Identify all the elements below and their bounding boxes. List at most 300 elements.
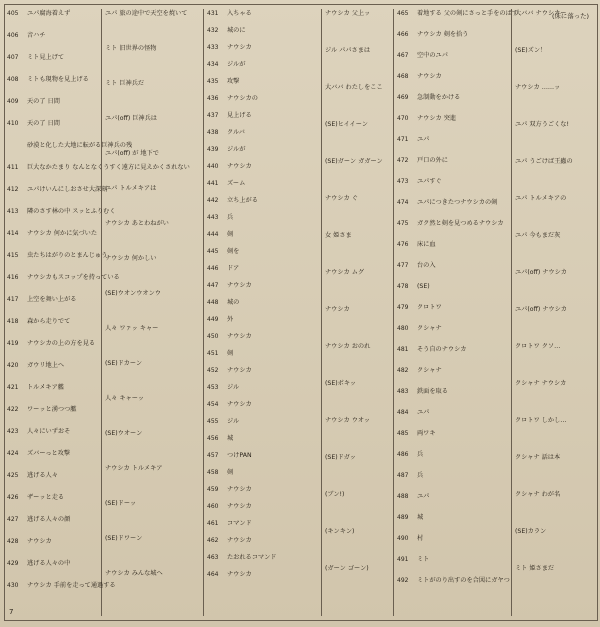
dialogue-text: 大ババ わたしをここ bbox=[325, 84, 383, 91]
script-row bbox=[7, 251, 108, 260]
script-row bbox=[515, 83, 595, 92]
script-row bbox=[397, 555, 509, 564]
script-row bbox=[397, 429, 509, 438]
dialogue-text: ナウシカ ムグ bbox=[325, 269, 365, 276]
script-row bbox=[207, 111, 319, 120]
dialogue-column-2 bbox=[325, 9, 391, 616]
action-text: ズバーっと攻撃 bbox=[27, 450, 71, 457]
action-text: ミトがのり出すのを合図にガヤつ bbox=[417, 577, 510, 584]
dialogue-text: ユパ トルメキアは bbox=[105, 185, 157, 192]
action-text: 逃げる人々 bbox=[27, 472, 58, 479]
dialogue-text: ナウシカ あとわねがい bbox=[105, 220, 169, 227]
action-text: 城のに bbox=[227, 27, 246, 34]
script-row bbox=[397, 93, 509, 102]
script-row bbox=[397, 219, 509, 228]
action-text: ナウシカ bbox=[227, 401, 252, 408]
action-text: ナウシカ bbox=[227, 486, 252, 493]
cut-number: 446 bbox=[207, 265, 219, 272]
script-row bbox=[7, 97, 99, 106]
cut-number: 422 bbox=[7, 406, 19, 413]
script-row bbox=[207, 162, 319, 171]
cut-number: 466 bbox=[397, 31, 409, 38]
action-text: クシャナ bbox=[417, 367, 442, 374]
cut-number: 475 bbox=[397, 220, 409, 227]
cut-number: 450 bbox=[207, 333, 219, 340]
script-row bbox=[325, 305, 391, 314]
dialogue-text: (SE)ドガッ bbox=[325, 454, 356, 461]
cut-number: 478 bbox=[397, 283, 409, 290]
action-text: クルバ bbox=[227, 129, 245, 136]
cut-number: 436 bbox=[207, 95, 219, 102]
dialogue-text: ユパ(off) が 地下で bbox=[105, 150, 159, 157]
dialogue-text: (SE)ドワーン bbox=[105, 535, 143, 542]
dialogue-text: ナウシカ トルメキア bbox=[105, 465, 163, 472]
action-column-2 bbox=[207, 9, 319, 616]
cut-number: 480 bbox=[397, 325, 409, 332]
dialogue-text: クロトワ しかし… bbox=[515, 417, 567, 424]
script-row bbox=[7, 471, 99, 480]
script-row bbox=[7, 493, 99, 502]
cut-number: 425 bbox=[7, 472, 19, 479]
cut-number: 449 bbox=[207, 316, 219, 323]
script-row bbox=[515, 453, 595, 462]
action-text: ナウシカ bbox=[227, 367, 252, 374]
dialogue-text: 人々 キャーッ bbox=[105, 395, 145, 402]
dialogue-text: ナウシカ 何かしい bbox=[105, 255, 157, 262]
script-row bbox=[207, 485, 319, 494]
cut-number: 460 bbox=[207, 503, 219, 510]
cut-number: 472 bbox=[397, 157, 409, 164]
cut-number: 451 bbox=[207, 350, 219, 357]
action-text: ジルが bbox=[227, 146, 246, 153]
action-text: ユパ bbox=[417, 136, 430, 143]
dialogue-text: ミト 姫さまだ bbox=[515, 565, 555, 572]
action-text: ナウシカの bbox=[227, 95, 258, 102]
script-row bbox=[105, 9, 201, 18]
cut-number: 410 bbox=[7, 120, 19, 127]
script-row bbox=[207, 468, 319, 477]
script-row bbox=[207, 145, 319, 154]
dialogue-text: ユパ トルメキアの bbox=[515, 195, 567, 202]
cut-number: 418 bbox=[7, 318, 19, 325]
script-row bbox=[7, 31, 99, 40]
script-row bbox=[7, 449, 99, 458]
script-row bbox=[7, 339, 99, 348]
script-row bbox=[207, 9, 319, 18]
cut-number: 473 bbox=[397, 178, 409, 185]
script-row bbox=[397, 240, 509, 249]
cut-number: 439 bbox=[207, 146, 219, 153]
script-row bbox=[105, 324, 201, 333]
script-row bbox=[207, 570, 319, 579]
script-row bbox=[7, 383, 99, 392]
script-row bbox=[325, 379, 391, 388]
action-text: 天の了 日間 bbox=[27, 120, 60, 127]
cut-number: 468 bbox=[397, 73, 409, 80]
action-text: ジルが bbox=[227, 61, 246, 68]
script-row bbox=[325, 46, 391, 55]
dialogue-text: クシャナ わが名 bbox=[515, 491, 561, 498]
script-row bbox=[207, 298, 319, 307]
cut-number: 432 bbox=[207, 27, 219, 34]
script-row bbox=[325, 268, 391, 277]
script-row bbox=[7, 185, 108, 194]
dialogue-text: (SE)ウオンウオンウ bbox=[105, 290, 161, 297]
action-text: 村 bbox=[417, 535, 424, 542]
script-row bbox=[515, 342, 595, 351]
cut-number: 477 bbox=[397, 262, 409, 269]
dialogue-text: (キンキン) bbox=[325, 528, 355, 535]
script-row bbox=[397, 387, 509, 396]
cut-number: 452 bbox=[207, 367, 219, 374]
script-row bbox=[207, 332, 319, 341]
action-text: 鉄面を取る bbox=[417, 388, 448, 395]
action-text: 着地する 父の剣にさっと手をのばす bbox=[417, 10, 518, 17]
action-text: 剣 bbox=[227, 469, 234, 476]
cut-number: 458 bbox=[207, 469, 219, 476]
action-text: 巨大なかたまり なんとなくうすく遠方に見えかくされない bbox=[27, 164, 190, 171]
cut-number: 405 bbox=[7, 10, 19, 17]
script-row bbox=[515, 416, 595, 425]
action-text: 入ちゃる bbox=[227, 10, 252, 17]
cut-number: 448 bbox=[207, 299, 219, 306]
dialogue-text: ユパ 旅の途中で天空を焼いて bbox=[105, 10, 188, 17]
script-row bbox=[515, 527, 595, 536]
script-row bbox=[7, 361, 99, 370]
cut-number: 414 bbox=[7, 230, 19, 237]
dialogue-text: ナウシカ ぐ bbox=[325, 195, 358, 202]
action-text: クシャナ bbox=[417, 325, 442, 332]
dialogue-text: ナウシカ みんな城へ bbox=[105, 570, 163, 577]
script-row bbox=[325, 9, 391, 18]
dialogue-text: (SE)ウオーン bbox=[105, 430, 143, 437]
action-text: 虫たちはがりのとまんじゅう bbox=[27, 252, 108, 259]
dialogue-text: (SE)カラン bbox=[515, 528, 547, 535]
dialogue-text: クシャナ 話は本 bbox=[515, 454, 561, 461]
dialogue-text: (SE)ヒイイーン bbox=[325, 121, 368, 128]
script-row bbox=[207, 26, 319, 35]
action-text: 攻撃 bbox=[227, 78, 240, 85]
script-row bbox=[397, 135, 509, 144]
action-text: ナウシカ bbox=[227, 163, 252, 170]
action-text: ジル bbox=[227, 384, 240, 391]
script-row bbox=[397, 408, 509, 417]
script-row bbox=[105, 464, 201, 473]
dialogue-text: クシャナ ナウシカ bbox=[515, 380, 567, 387]
cut-number: 474 bbox=[397, 199, 409, 206]
action-text: ザーッと走る bbox=[27, 494, 65, 501]
cut-number: 426 bbox=[7, 494, 19, 501]
script-row bbox=[515, 231, 595, 240]
action-text: つけPAN bbox=[227, 452, 252, 459]
cut-number: 427 bbox=[7, 516, 19, 523]
cut-number: 434 bbox=[207, 61, 219, 68]
cut-number: 455 bbox=[207, 418, 219, 425]
action-text: 床に血 bbox=[417, 241, 436, 248]
action-text: ユパけいんにしおさせ大深刻 bbox=[27, 186, 108, 193]
action-text: ナウシカ bbox=[227, 44, 252, 51]
action-text: 両ワキ bbox=[417, 430, 436, 437]
script-row bbox=[7, 427, 99, 436]
cut-number: 490 bbox=[397, 535, 409, 542]
script-row bbox=[325, 527, 391, 536]
script-row bbox=[397, 156, 509, 165]
action-text: 兵 bbox=[227, 214, 234, 221]
action-text: 逃げる人々の顔 bbox=[27, 516, 71, 523]
cut-number: 445 bbox=[207, 248, 219, 255]
action-text: 人々にいずおそ bbox=[27, 428, 71, 435]
action-text: ワーッと湧つつ艦 bbox=[27, 406, 77, 413]
action-text: ユパすぐ bbox=[417, 178, 442, 185]
cut-number: 454 bbox=[207, 401, 219, 408]
action-text: ナウシカ bbox=[227, 571, 252, 578]
cut-number: 429 bbox=[7, 560, 19, 567]
column-divider bbox=[321, 9, 322, 616]
script-row bbox=[7, 273, 120, 282]
action-text: 天の了 日間 bbox=[27, 98, 60, 105]
action-text: クロトワ bbox=[417, 304, 442, 311]
cut-number: 428 bbox=[7, 538, 19, 545]
cut-number: 447 bbox=[207, 282, 219, 289]
script-row bbox=[207, 213, 319, 222]
script-row bbox=[105, 289, 201, 298]
action-text: 外 bbox=[227, 316, 234, 323]
action-text: そう自のナウシカ bbox=[417, 346, 467, 353]
script-row bbox=[105, 569, 201, 578]
action-text: 上空を舞い上がる bbox=[27, 296, 77, 303]
cut-number: 412 bbox=[7, 186, 19, 193]
dialogue-text: 女 姫さま bbox=[325, 232, 352, 239]
action-text: ユパ bbox=[417, 409, 430, 416]
script-row bbox=[397, 72, 509, 81]
action-text: 兵 bbox=[417, 472, 424, 479]
script-row bbox=[207, 128, 319, 137]
action-text: 兵 bbox=[417, 451, 424, 458]
script-row bbox=[325, 453, 391, 462]
action-text: 城 bbox=[417, 514, 424, 521]
script-row bbox=[105, 219, 201, 228]
script-row bbox=[7, 207, 116, 216]
script-row bbox=[105, 44, 201, 53]
action-text: たおれるコマンド bbox=[227, 554, 277, 561]
action-text: トルメキア艦 bbox=[27, 384, 64, 391]
script-row bbox=[207, 281, 319, 290]
dialogue-text: ユパ 双方うごくな! bbox=[515, 121, 569, 128]
cut-number: 437 bbox=[207, 112, 219, 119]
action-text: 剣 bbox=[227, 350, 234, 357]
action-text: 森から走りでて bbox=[27, 318, 71, 325]
action-text: 城の bbox=[227, 299, 240, 306]
script-row bbox=[105, 429, 201, 438]
script-row bbox=[207, 502, 319, 511]
cut-number: 415 bbox=[7, 252, 19, 259]
cut-number: 481 bbox=[397, 346, 409, 353]
dialogue-text: (SE)ドーッ bbox=[105, 500, 137, 507]
dialogue-text: ユパ(off) 巨神兵は bbox=[105, 115, 157, 122]
script-row bbox=[397, 450, 509, 459]
script-row bbox=[105, 254, 201, 263]
cut-number: 442 bbox=[207, 197, 219, 204]
action-text: ナウシカ bbox=[227, 333, 252, 340]
dialogue-text: ナウシカ 父上ッ bbox=[325, 10, 371, 17]
cut-number: 488 bbox=[397, 493, 409, 500]
script-row bbox=[325, 342, 391, 351]
script-row bbox=[397, 345, 509, 354]
script-row bbox=[397, 492, 509, 501]
script-row bbox=[105, 149, 201, 158]
cut-number: 411 bbox=[7, 164, 19, 171]
script-row bbox=[397, 366, 509, 375]
script-sheet bbox=[4, 4, 598, 621]
action-text: 台の入 bbox=[417, 262, 436, 269]
cut-number: 417 bbox=[7, 296, 19, 303]
script-row bbox=[397, 261, 509, 270]
cut-number: 487 bbox=[397, 472, 409, 479]
cut-number: 424 bbox=[7, 450, 19, 457]
script-row bbox=[397, 51, 509, 60]
cut-number: 471 bbox=[397, 136, 409, 143]
script-row bbox=[207, 451, 319, 460]
action-text: ミト bbox=[417, 556, 430, 563]
dialogue-text: ユパ 今もまだ灰 bbox=[515, 232, 561, 239]
action-text: ナウシカ bbox=[417, 73, 442, 80]
script-row bbox=[207, 366, 319, 375]
script-row bbox=[7, 141, 133, 150]
script-row bbox=[515, 157, 595, 166]
action-text: 城 bbox=[227, 435, 234, 442]
action-text: 逃げる人々の中 bbox=[27, 560, 71, 567]
column-divider bbox=[101, 9, 102, 616]
script-row bbox=[397, 576, 509, 585]
script-row bbox=[207, 349, 319, 358]
script-row bbox=[397, 198, 509, 207]
cut-number: 408 bbox=[7, 76, 19, 83]
script-row bbox=[207, 536, 319, 545]
cut-number: 431 bbox=[207, 10, 219, 17]
cut-number: 464 bbox=[207, 571, 219, 578]
action-text: 音ハチ bbox=[27, 32, 46, 39]
dialogue-text: (SE)ガーン ガガーン bbox=[325, 158, 383, 165]
action-text: 立ち上がる bbox=[227, 197, 258, 204]
script-row bbox=[515, 379, 595, 388]
cut-number: 492 bbox=[397, 577, 409, 584]
cut-number: 470 bbox=[397, 115, 409, 122]
action-text: 剣を bbox=[227, 248, 240, 255]
dialogue-text: ナウシカ ……ッ bbox=[515, 84, 561, 91]
script-row bbox=[7, 75, 99, 84]
script-row bbox=[7, 559, 99, 568]
dialogue-text: 大ババ ナウシカー bbox=[515, 10, 567, 17]
cut-number: 444 bbox=[207, 231, 219, 238]
cut-number: 484 bbox=[397, 409, 409, 416]
script-row bbox=[397, 303, 509, 312]
script-row bbox=[207, 179, 319, 188]
cut-number: 407 bbox=[7, 54, 19, 61]
script-row bbox=[207, 553, 319, 562]
script-row bbox=[207, 434, 319, 443]
action-text: ジル bbox=[227, 418, 240, 425]
script-row bbox=[207, 264, 319, 273]
cut-number: 483 bbox=[397, 388, 409, 395]
action-text: 急制動をかける bbox=[417, 94, 461, 101]
action-text: ガウリ地上へ bbox=[27, 362, 65, 369]
script-row bbox=[7, 405, 99, 414]
action-text: ユパ腐海着えず bbox=[27, 10, 71, 17]
action-text: ユパ bbox=[417, 493, 430, 500]
dialogue-text: ナウシカ ウオッ bbox=[325, 417, 371, 424]
script-row bbox=[105, 184, 201, 193]
script-row bbox=[325, 231, 391, 240]
script-row bbox=[7, 537, 99, 546]
dialogue-text: クロトワ クソ… bbox=[515, 343, 561, 350]
action-text: 剣 bbox=[227, 231, 234, 238]
action-text: ナウシカ 何かに気づいた bbox=[27, 230, 98, 237]
script-row bbox=[207, 247, 319, 256]
dialogue-text: ナウシカ おのれ bbox=[325, 343, 371, 350]
action-text: ナウシカ 手前を走って通過する bbox=[27, 582, 116, 589]
action-text: ナウシカ bbox=[227, 537, 252, 544]
cut-number: 465 bbox=[397, 10, 409, 17]
script-row bbox=[105, 79, 201, 88]
dialogue-text: ユパ(off) ナウシカ bbox=[515, 269, 567, 276]
cut-number: 413 bbox=[7, 208, 19, 215]
cut-number: 462 bbox=[207, 537, 219, 544]
script-row bbox=[207, 519, 319, 528]
cut-number: 420 bbox=[7, 362, 19, 369]
script-row bbox=[325, 490, 391, 499]
script-row bbox=[515, 268, 595, 277]
script-row bbox=[105, 359, 201, 368]
cut-number: 421 bbox=[7, 384, 19, 391]
cut-number: 489 bbox=[397, 514, 409, 521]
corner-note: (床に落った) bbox=[552, 12, 589, 20]
script-row bbox=[515, 194, 595, 203]
action-text: ミトも現物を見上げる bbox=[27, 76, 89, 83]
script-row bbox=[7, 295, 99, 304]
script-row bbox=[397, 177, 509, 186]
column-divider bbox=[203, 9, 204, 616]
action-text: ナウシカもスコップを持っている bbox=[27, 274, 120, 281]
script-row bbox=[207, 417, 319, 426]
cut-number: 486 bbox=[397, 451, 409, 458]
action-text: ミト見上げて bbox=[27, 54, 65, 61]
action-text: ユパにつきたつナウシカの剣 bbox=[417, 199, 498, 206]
dialogue-text: ミト 旧世界の怪物 bbox=[105, 45, 157, 52]
script-row bbox=[397, 114, 509, 123]
script-row bbox=[7, 581, 116, 590]
action-text: 隣のさす林の中 スッとふりむく bbox=[27, 208, 116, 215]
action-text: 戸口の外に bbox=[417, 157, 448, 164]
cut-number: 482 bbox=[397, 367, 409, 374]
cut-number: 438 bbox=[207, 129, 219, 136]
dialogue-text: 人々 ワァッ キャー bbox=[105, 325, 159, 332]
cut-number: 456 bbox=[207, 435, 219, 442]
action-text: ナウシカ bbox=[27, 538, 52, 545]
cut-number: 476 bbox=[397, 241, 409, 248]
script-row bbox=[207, 315, 319, 324]
dialogue-text: ジル パパさまは bbox=[325, 47, 371, 54]
script-row bbox=[105, 114, 201, 123]
dialogue-text: ユパ(off) ナウシカ bbox=[515, 306, 567, 313]
action-text: コマンド bbox=[227, 520, 252, 527]
cut-number: 457 bbox=[207, 452, 219, 459]
cut-number: 461 bbox=[207, 520, 219, 527]
script-row bbox=[207, 60, 319, 69]
script-row bbox=[105, 394, 201, 403]
dialogue-text: (SE)ズン！ bbox=[515, 47, 547, 54]
cut-number: 430 bbox=[7, 582, 19, 589]
script-row bbox=[325, 83, 391, 92]
